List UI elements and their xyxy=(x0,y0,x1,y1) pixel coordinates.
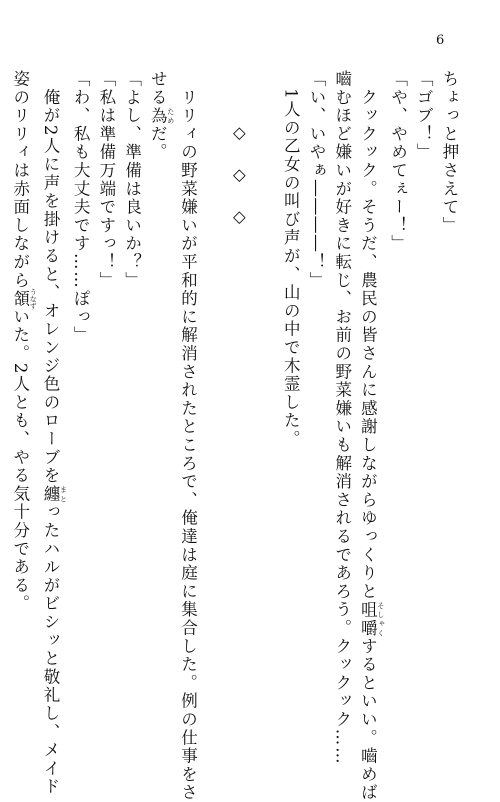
text-line: リリィの野菜嫌いが平和的に解消されたところで、俺達は庭に集合した。例の仕事をさ xyxy=(178,70,198,802)
text-line: 「い、いやぁ――――！」 xyxy=(306,70,326,290)
text-line: せる為 ためだ。 xyxy=(148,70,175,162)
text-line: 「ゴブ！」 xyxy=(414,70,434,162)
text-line: クックック。そうだ、農民の皆さんに感謝しながらゆっくりと咀嚼 そしゃくするといい。嚙めば xyxy=(358,70,385,802)
ruby-word: 纏 まと xyxy=(40,484,68,504)
text-line: 姿のリリィは赤面しながら頷 うなずいた。2人とも、やる気十分である。 xyxy=(10,70,38,614)
diamond-mark: ◇ xyxy=(229,165,249,186)
text-line: 「わ、私も大丈夫です……ぽっ」 xyxy=(71,70,91,345)
text-line: 「や、やめてぇー！」 xyxy=(388,70,408,253)
blank-line xyxy=(200,70,226,660)
text-line: 俺が2人に声を掛けると、オレンジ色のローブを纏 まとったハルがビシッと敬礼し、メイド xyxy=(40,70,68,797)
text-line: ちょっと押さえて」 xyxy=(440,70,459,235)
diamond-mark: ◇ xyxy=(229,122,249,144)
text-line: 嚙むほど嫌いが好きに転じ、お前の野菜嫌いも解消されるであろう。クックック…… xyxy=(332,70,352,766)
ruby-word: 為 ため xyxy=(148,106,175,125)
diamond-mark: ◇ xyxy=(229,207,249,229)
page-number: 6 xyxy=(436,33,445,48)
section-separator xyxy=(226,70,252,660)
ruby-word: 頷 うなず xyxy=(10,288,38,310)
text-line: 「よし、準備は良いか？」 xyxy=(122,70,142,290)
text-line: 「私は準備万端ですっ！」 xyxy=(96,70,116,290)
text-line: 1人の乙女の叫び声が、山の中で木霊した。 xyxy=(281,70,301,449)
ruby-word: 咀嚼 そしゃく xyxy=(358,600,385,638)
novel-text xyxy=(7,70,462,802)
blank-line xyxy=(252,70,278,660)
